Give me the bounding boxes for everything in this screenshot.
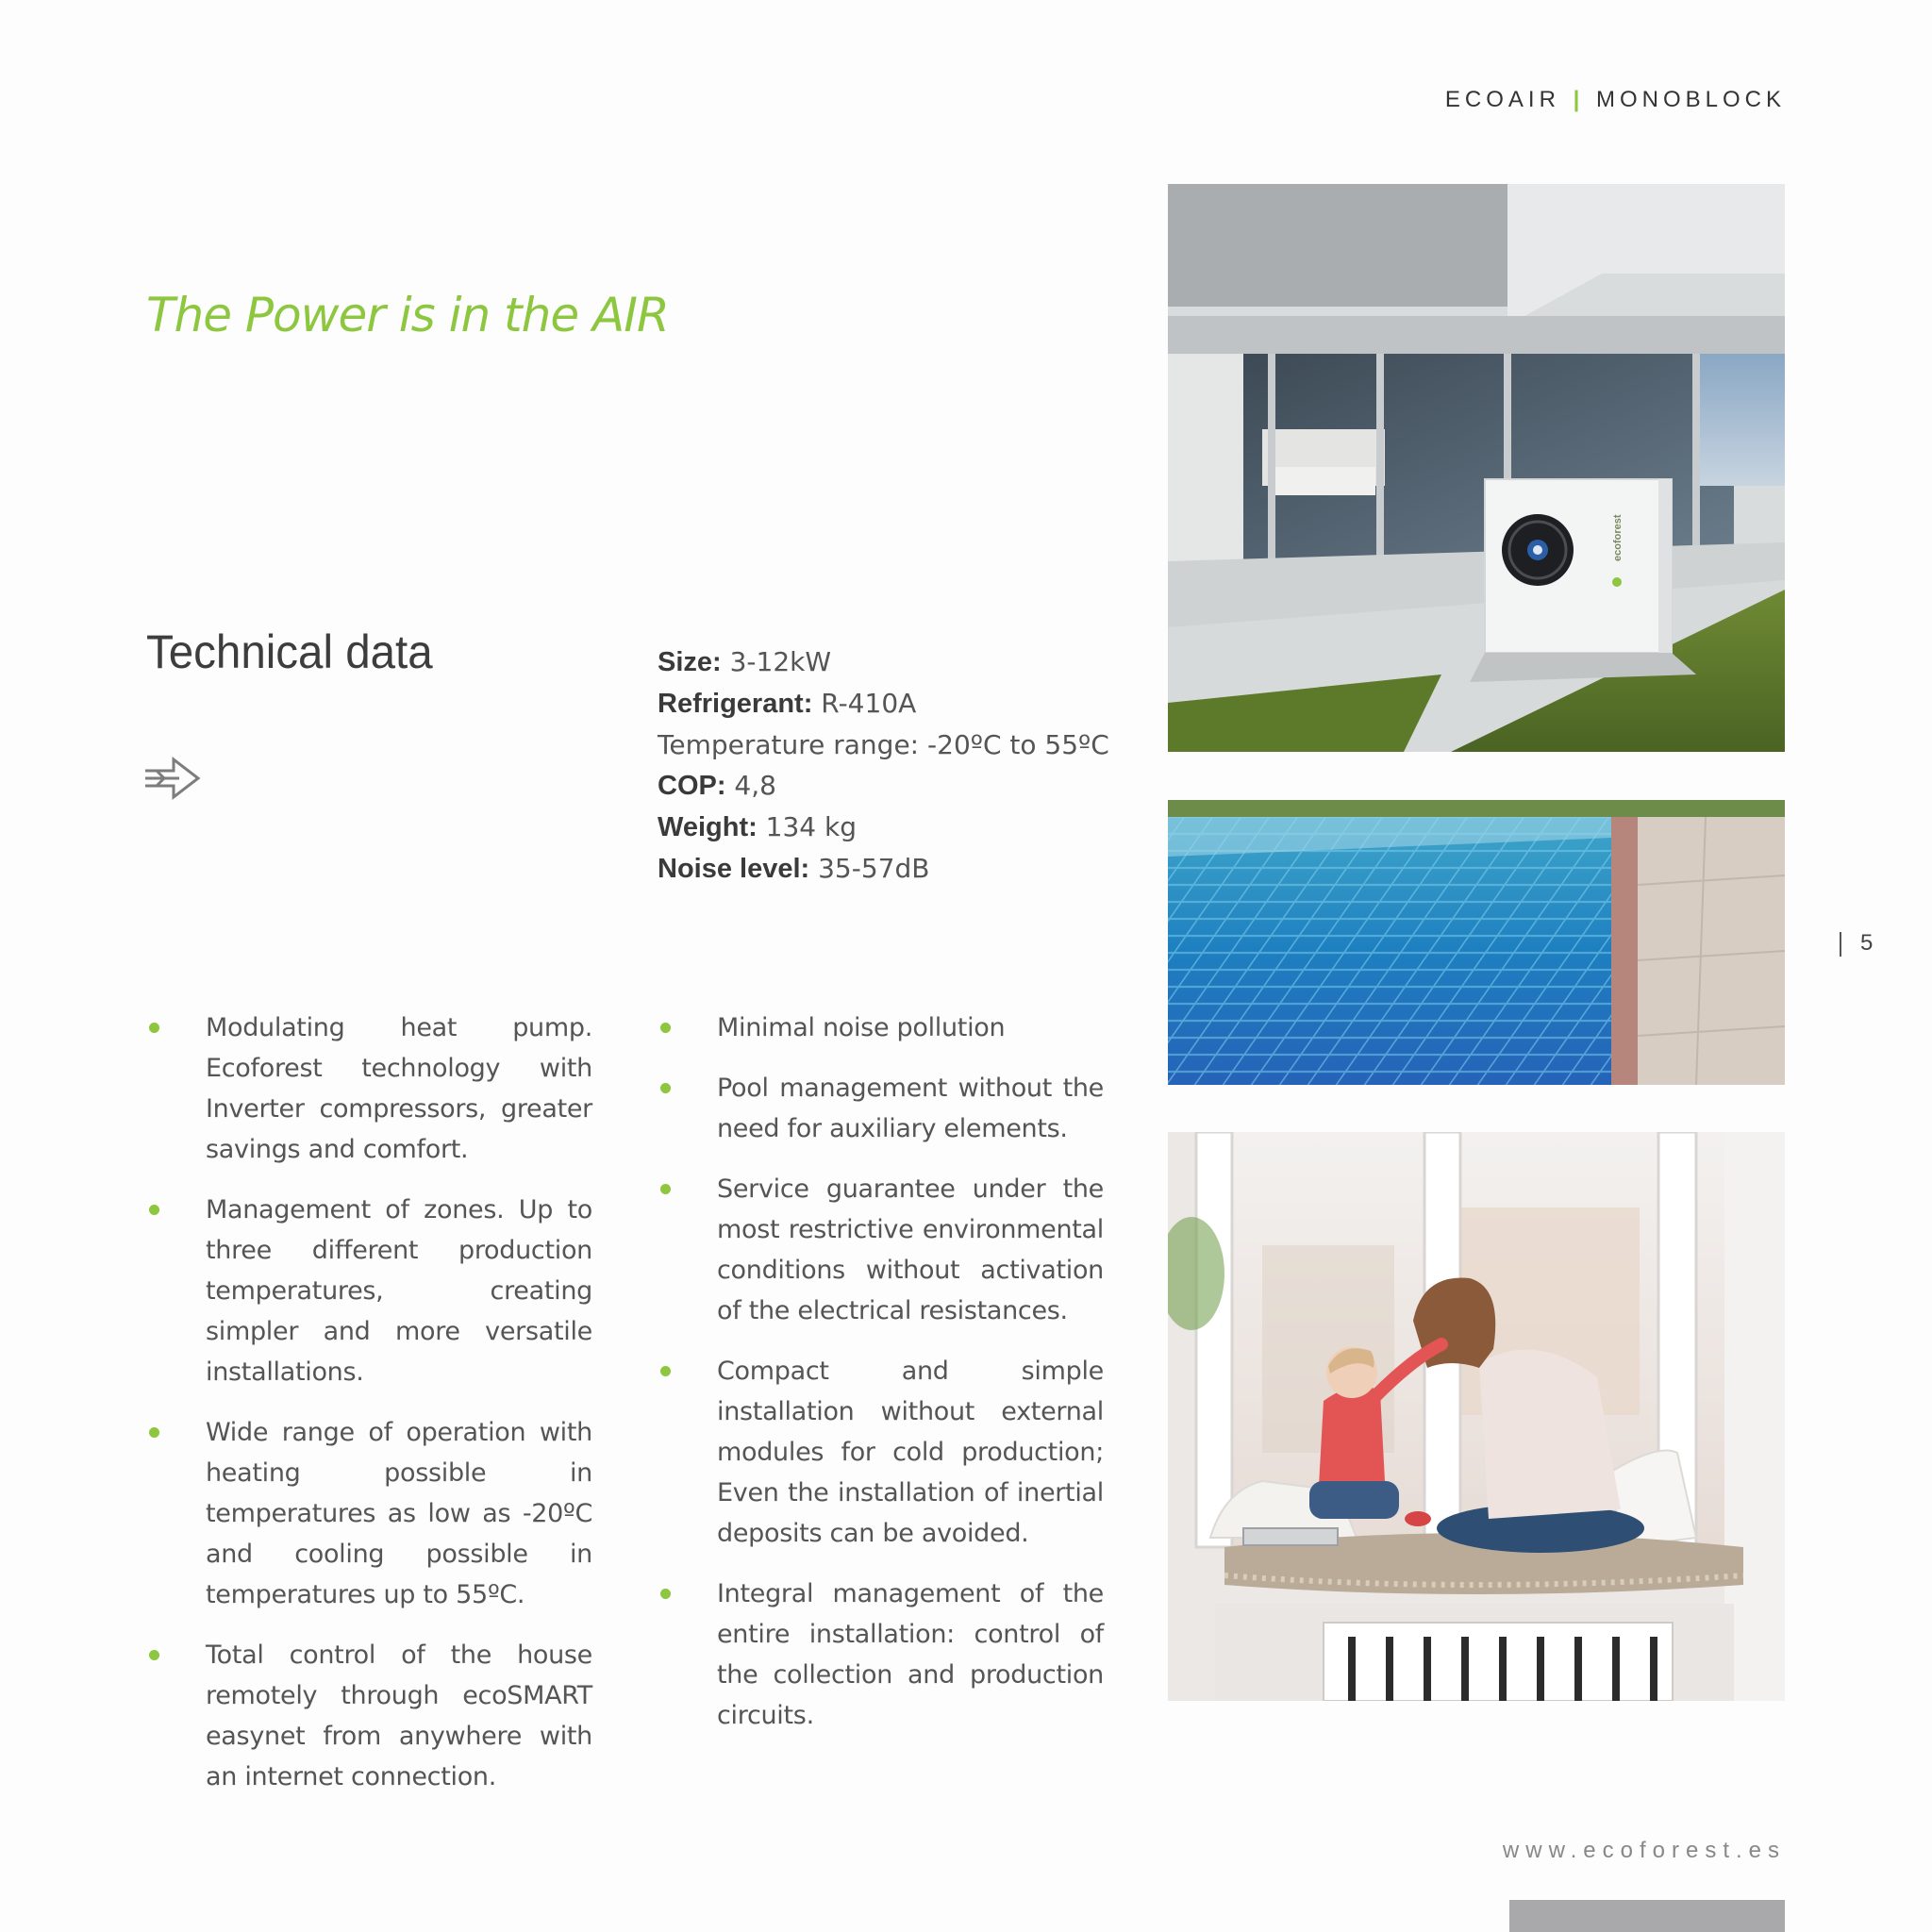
feature-text: Wide range of operation with heating possible in temperatures as low as -20ºC and cooling possible in temperatures up to 55ºC. <box>206 1418 592 1609</box>
spec-row <box>658 807 1109 848</box>
feature-item <box>658 1351 1104 1554</box>
page-number-value: 5 <box>1860 930 1874 956</box>
website-url: www.ecoforest.es <box>1502 1838 1786 1863</box>
arrow-right-icon <box>143 755 202 802</box>
bullet-dot-icon <box>660 1589 671 1599</box>
spec-value: 35-57dB <box>809 853 930 884</box>
spec-row <box>658 765 1109 807</box>
brand-name: ECOAIR <box>1444 87 1560 112</box>
feature-item <box>658 1008 1104 1048</box>
spec-row <box>658 724 1109 765</box>
feature-item <box>146 1412 592 1615</box>
feature-text: Modulating heat pump. Ecoforest technology with Inverter compressors, greater savings and comfort. <box>206 1013 592 1164</box>
feature-item <box>146 1635 592 1797</box>
bullet-dot-icon <box>149 1427 159 1438</box>
footer-bar <box>1509 1900 1785 1932</box>
feature-text: Integral management of the entire installation: control of the collection and production circuits. <box>717 1579 1104 1730</box>
spec-row <box>658 641 1109 683</box>
spec-label: Noise level: <box>658 854 810 884</box>
feature-text: Total control of the house remotely through ecoSMART easynet from anywhere with an internet connection. <box>206 1641 592 1791</box>
spec-value: 4,8 <box>725 770 776 801</box>
feature-text: Management of zones. Up to three different production temperatures, creating simpler and more versatile installations. <box>206 1195 592 1387</box>
spec-label: Refrigerant: <box>658 689 813 719</box>
feature-text: Minimal noise pollution <box>717 1013 1006 1042</box>
spec-value: 134 kg <box>757 811 858 842</box>
feature-item <box>146 1008 592 1170</box>
photo-mother-baby-window <box>1168 1132 1785 1701</box>
bullet-dot-icon <box>149 1205 159 1215</box>
spec-row <box>658 683 1109 724</box>
photo-heat-pump-house <box>1168 184 1785 752</box>
header-title <box>1445 87 1786 113</box>
spec-value: 3-12kW <box>721 646 832 677</box>
features-list-right <box>658 1008 1104 1756</box>
spec-value: R-410A <box>812 688 917 719</box>
spec-row <box>658 848 1109 890</box>
spec-label: Temperature range: <box>658 729 920 760</box>
feature-item <box>658 1068 1104 1149</box>
technical-specs <box>658 641 1109 890</box>
technical-data-title: Technical data <box>146 625 433 678</box>
features-list-left <box>146 1008 592 1817</box>
spec-label: Size: <box>658 647 722 677</box>
spec-label: COP: <box>658 771 726 801</box>
feature-item <box>658 1574 1104 1736</box>
spec-label: Weight: <box>658 812 758 842</box>
feature-text: Pool management without the need for auxiliary elements. <box>717 1074 1104 1143</box>
unit-logo-text: ecoforest <box>1612 514 1624 561</box>
bullet-dot-icon <box>660 1023 671 1033</box>
bullet-dot-icon <box>149 1023 159 1033</box>
bullet-dot-icon <box>660 1366 671 1376</box>
feature-text: Service guarantee under the most restrictive environmental conditions without activation of the electrical resistances. <box>717 1174 1104 1325</box>
feature-text: Compact and simple installation without external modules for cold production; Even the installation of inertial deposits can be avoided. <box>717 1357 1104 1548</box>
page-number-divider <box>1840 932 1841 957</box>
bullet-dot-icon <box>149 1650 159 1660</box>
feature-item <box>658 1169 1104 1331</box>
page-number <box>1840 930 1873 957</box>
bullet-dot-icon <box>660 1184 671 1194</box>
tagline: The Power is in the AIR <box>146 288 669 342</box>
photo-swimming-pool <box>1168 800 1785 1085</box>
product-name: MONOBLOCK <box>1595 87 1786 112</box>
header-separator: | <box>1573 87 1580 112</box>
bullet-dot-icon <box>660 1083 671 1093</box>
feature-item <box>146 1190 592 1392</box>
spec-value: -20ºC to 55ºC <box>919 729 1109 760</box>
